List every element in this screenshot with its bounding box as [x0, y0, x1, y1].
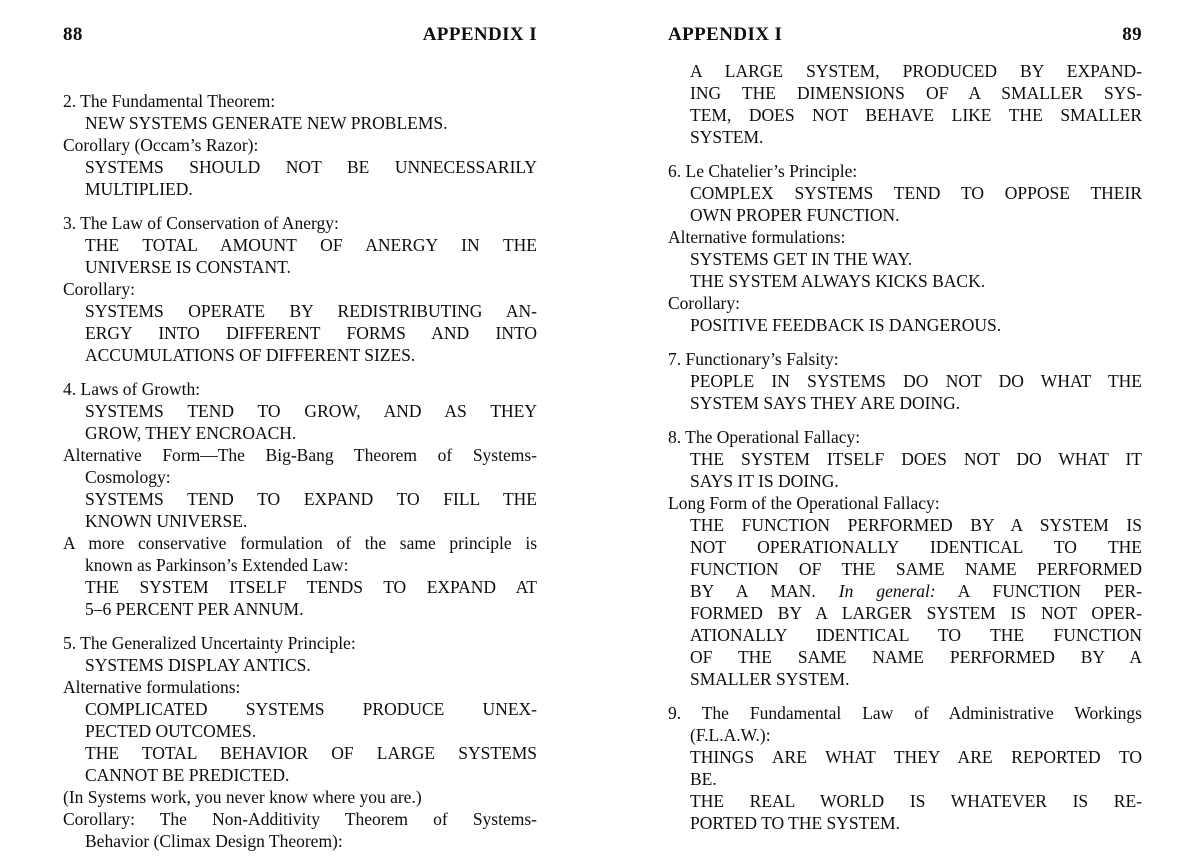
text-line: THE FUNCTION PERFORMED BY A SYSTEM IS [690, 515, 1142, 535]
text-line: ATIONALLY IDENTICAL TO THE FUNCTION [690, 625, 1142, 645]
text-line: Cosmology: [85, 467, 171, 487]
text-line: OWN PROPER FUNCTION. [690, 205, 900, 225]
text-segment: A FUNCTION PER- [935, 581, 1142, 601]
page-header [668, 24, 1142, 46]
running-head: APPENDIX I [422, 24, 537, 45]
text-line: 4. Laws of Growth: [63, 379, 201, 399]
text-line: 9. The Fundamental Law of Administrative Workings [668, 703, 1142, 723]
text-line: PEOPLE IN SYSTEMS DO NOT DO WHAT THE [690, 371, 1142, 391]
text-line: NOT OPERATIONALLY IDENTICAL TO THE [690, 537, 1142, 557]
text-line: Corollary: The Non-Additivity Theorem of Systems- [63, 809, 537, 829]
text-line: SYSTEMS SHOULD NOT BE UNNECESSARILY [85, 157, 537, 177]
page-body-right [668, 60, 1142, 834]
text-line: SYSTEMS TEND TO GROW, AND AS THEY [85, 401, 537, 421]
text-line: SYSTEM. [690, 127, 764, 147]
text-line: SYSTEMS OPERATE BY REDISTRIBUTING AN- [85, 301, 537, 321]
book-page-left [63, 24, 537, 852]
text-line: Alternative formulations: [63, 677, 241, 697]
text-line: Alternative Form—The Big-Bang Theorem of Systems- [63, 445, 537, 465]
paragraph-gap [63, 366, 537, 378]
text-line: FORMED BY A LARGER SYSTEM IS NOT OPER- [690, 603, 1142, 623]
text-line: GROW, THEY ENCROACH. [85, 423, 297, 443]
text-line: Corollary (Occam’s Razor): [63, 135, 259, 155]
text-line: MULTIPLIED. [85, 179, 193, 199]
text-line: THE REAL WORLD IS WHATEVER IS RE- [690, 791, 1142, 811]
text-line: THINGS ARE WHAT THEY ARE REPORTED TO [690, 747, 1142, 767]
text-line: SYSTEMS TEND TO EXPAND TO FILL THE [85, 489, 537, 509]
text-line: 7. Functionary’s Falsity: [668, 349, 839, 369]
text-line: BE. [690, 769, 717, 789]
text-line: known as Parkinson’s Extended Law: [85, 555, 349, 575]
text-line: Corollary: [668, 293, 740, 313]
text-line: THE TOTAL AMOUNT OF ANERGY IN THE [85, 235, 537, 255]
text-line: Behavior (Climax Design Theorem): [85, 831, 343, 851]
text-line: 3. The Law of Conservation of Anergy: [63, 213, 339, 233]
text-line: SYSTEMS DISPLAY ANTICS. [85, 655, 311, 675]
paragraph-gap [668, 414, 1142, 426]
text-line: UNIVERSE IS CONSTANT. [85, 257, 291, 277]
text-line: THE SYSTEM ITSELF DOES NOT DO WHAT IT [690, 449, 1142, 469]
paragraph-gap [668, 336, 1142, 348]
text-line: A LARGE SYSTEM, PRODUCED BY EXPAND- [690, 61, 1142, 81]
text-line: 8. The Operational Fallacy: [668, 427, 861, 447]
text-line: THE TOTAL BEHAVIOR OF LARGE SYSTEMS [85, 743, 537, 763]
paragraph-gap [63, 200, 537, 212]
page-number: 88 [63, 24, 83, 45]
text-line [690, 580, 1142, 602]
text-line: Alternative formulations: [668, 227, 846, 247]
page-body-left [63, 90, 537, 852]
paragraph-gap [668, 690, 1142, 702]
text-line: Corollary: [63, 279, 135, 299]
text-line: ACCUMULATIONS OF DIFFERENT SIZES. [85, 345, 416, 365]
paragraph-gap [668, 148, 1142, 160]
italic-text: In general: [838, 581, 936, 601]
book-page-right [668, 24, 1142, 834]
text-line: SYSTEM SAYS THEY ARE DOING. [690, 393, 961, 413]
text-line: CANNOT BE PREDICTED. [85, 765, 290, 785]
text-line: 2. The Fundamental Theorem: [63, 91, 276, 111]
running-head: APPENDIX I [668, 24, 783, 45]
text-line: ING THE DIMENSIONS OF A SMALLER SYS- [690, 83, 1142, 103]
text-line: POSITIVE FEEDBACK IS DANGEROUS. [690, 315, 1002, 335]
text-line: KNOWN UNIVERSE. [85, 511, 248, 531]
text-line: PECTED OUTCOMES. [85, 721, 257, 741]
text-line: SYSTEMS GET IN THE WAY. [690, 249, 913, 269]
text-line: ERGY INTO DIFFERENT FORMS AND INTO [85, 323, 537, 343]
text-line: 5–6 PERCENT PER ANNUM. [85, 599, 304, 619]
page-header [63, 24, 537, 46]
text-segment: BY A MAN. [690, 581, 839, 601]
text-line: TEM, DOES NOT BEHAVE LIKE THE SMALLER [690, 105, 1142, 125]
text-line: NEW SYSTEMS GENERATE NEW PROBLEMS. [85, 113, 448, 133]
paragraph-gap [63, 620, 537, 632]
text-line: THE SYSTEM ALWAYS KICKS BACK. [690, 271, 986, 291]
text-line: SMALLER SYSTEM. [690, 669, 850, 689]
text-line: THE SYSTEM ITSELF TENDS TO EXPAND AT [85, 577, 537, 597]
text-line: SAYS IT IS DOING. [690, 471, 839, 491]
text-line: (In Systems work, you never know where you are.) [63, 787, 422, 807]
text-line: OF THE SAME NAME PERFORMED BY A [690, 647, 1142, 667]
text-line: COMPLEX SYSTEMS TEND TO OPPOSE THEIR [690, 183, 1142, 203]
text-line: (F.L.A.W.): [690, 725, 771, 745]
text-line: FUNCTION OF THE SAME NAME PERFORMED [690, 559, 1142, 579]
text-line: PORTED TO THE SYSTEM. [690, 813, 900, 833]
text-line: COMPLICATED SYSTEMS PRODUCE UNEX- [85, 699, 537, 719]
page-number: 89 [1122, 24, 1142, 45]
text-line: A more conservative formulation of the same principle is [63, 533, 537, 553]
text-line: 5. The Generalized Uncertainty Principle: [63, 633, 356, 653]
text-line: Long Form of the Operational Fallacy: [668, 493, 940, 513]
text-line: 6. Le Chatelier’s Principle: [668, 161, 858, 181]
